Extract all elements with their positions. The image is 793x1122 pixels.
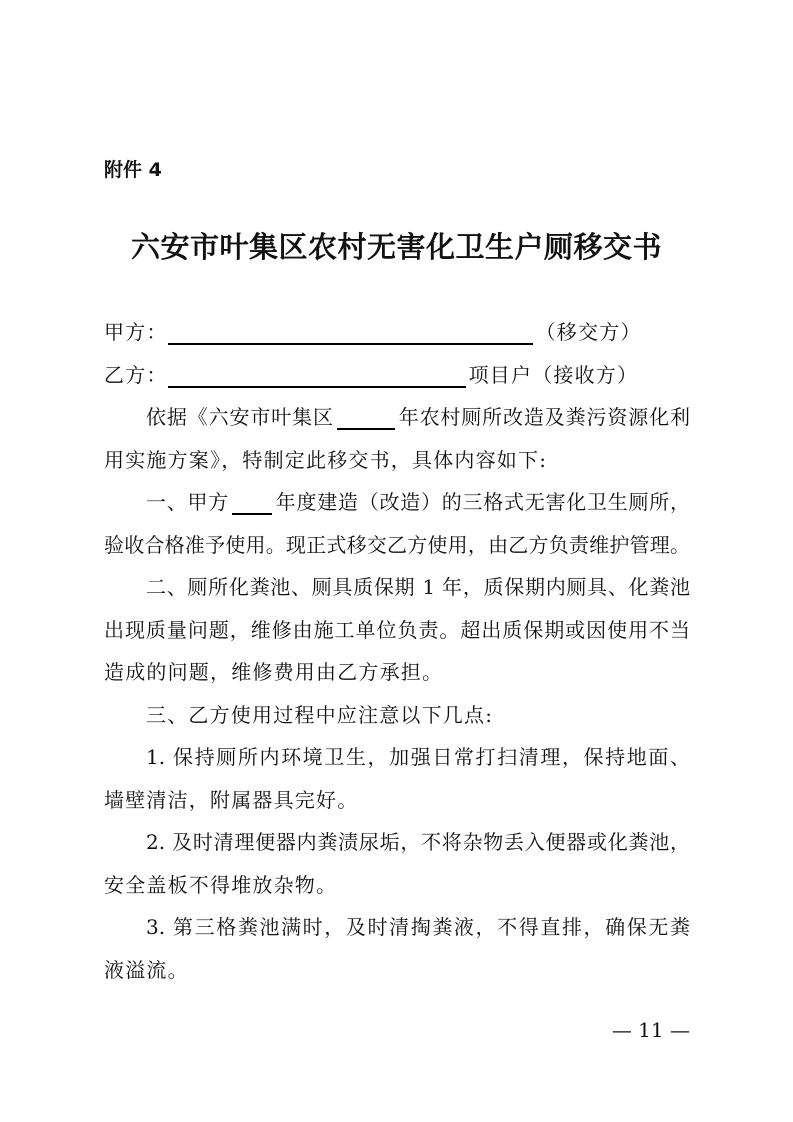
page-number: — 11 — (611, 1018, 690, 1042)
party-b-blank-field (168, 386, 466, 388)
clause-1-text-before-blank: 一、甲方 (146, 490, 229, 514)
item-3-line-2: 液溢流。 (104, 957, 189, 982)
clause-1-text-after-blank: 年度建造（改造）的三格式无害化卫生厕所， (275, 490, 690, 514)
party-b-line (104, 354, 690, 397)
clause-3-heading: 三、乙方使用过程中应注意以下几点: (146, 702, 494, 727)
clause-2-line-3: 造成的问题，维修费用由乙方承担。 (104, 660, 444, 684)
intro-text-before-blank: 依据《六安市叶集区 (146, 405, 334, 429)
clause-2-line-1: 二、厕所化粪池、厕具质保期 1 年，质保期内厕具、化粪池 (146, 575, 690, 599)
clause-1-line-2: 验收合格准予使用。现正式移交乙方使用，由乙方负责维护管理。 (104, 532, 690, 557)
party-b-label: 乙方： (104, 362, 168, 387)
attachment-label: 附件 4 (104, 159, 162, 181)
clause-2-line-2: 出现质量问题，维修由施工单位负责。超出质保期或因使用不当 (104, 617, 690, 642)
party-b-suffix: 项目户（接收方） (468, 362, 639, 387)
item-2-line-2: 安全盖板不得堆放杂物。 (104, 872, 338, 897)
party-a-role: （移交方） (535, 320, 642, 344)
build-year-blank-field (232, 513, 272, 515)
clause-1-line-1 (104, 481, 690, 524)
item-3-line-1: 3. 第三格粪池满时，及时清掏粪液，不得直排，确保无粪 (146, 915, 690, 939)
item-1-line-1: 1. 保持厕所内环境卫生，加强日常打扫清理，保持地面、 (146, 745, 690, 769)
party-a-label: 甲方： (104, 320, 168, 344)
intro-line-2: 用实施方案》，特制定此移交书，具体内容如下: (104, 447, 548, 472)
intro-text-after-blank: 年农村厕所改造及粪污资源化利 (397, 405, 691, 429)
year-blank-field (337, 428, 395, 430)
document-body (104, 311, 690, 991)
item-2-line-1: 2. 及时清理便器内粪渍尿垢，不将杂物丢入便器或化粪池， (146, 830, 690, 854)
party-a-line (104, 311, 690, 354)
intro-line-1 (104, 396, 690, 439)
party-a-blank-field (168, 343, 533, 345)
document-title: 六安市叶集区农村无害化卫生户厕移交书 (130, 230, 662, 264)
item-1-line-2: 墙壁清洁，附属器具完好。 (104, 787, 359, 812)
